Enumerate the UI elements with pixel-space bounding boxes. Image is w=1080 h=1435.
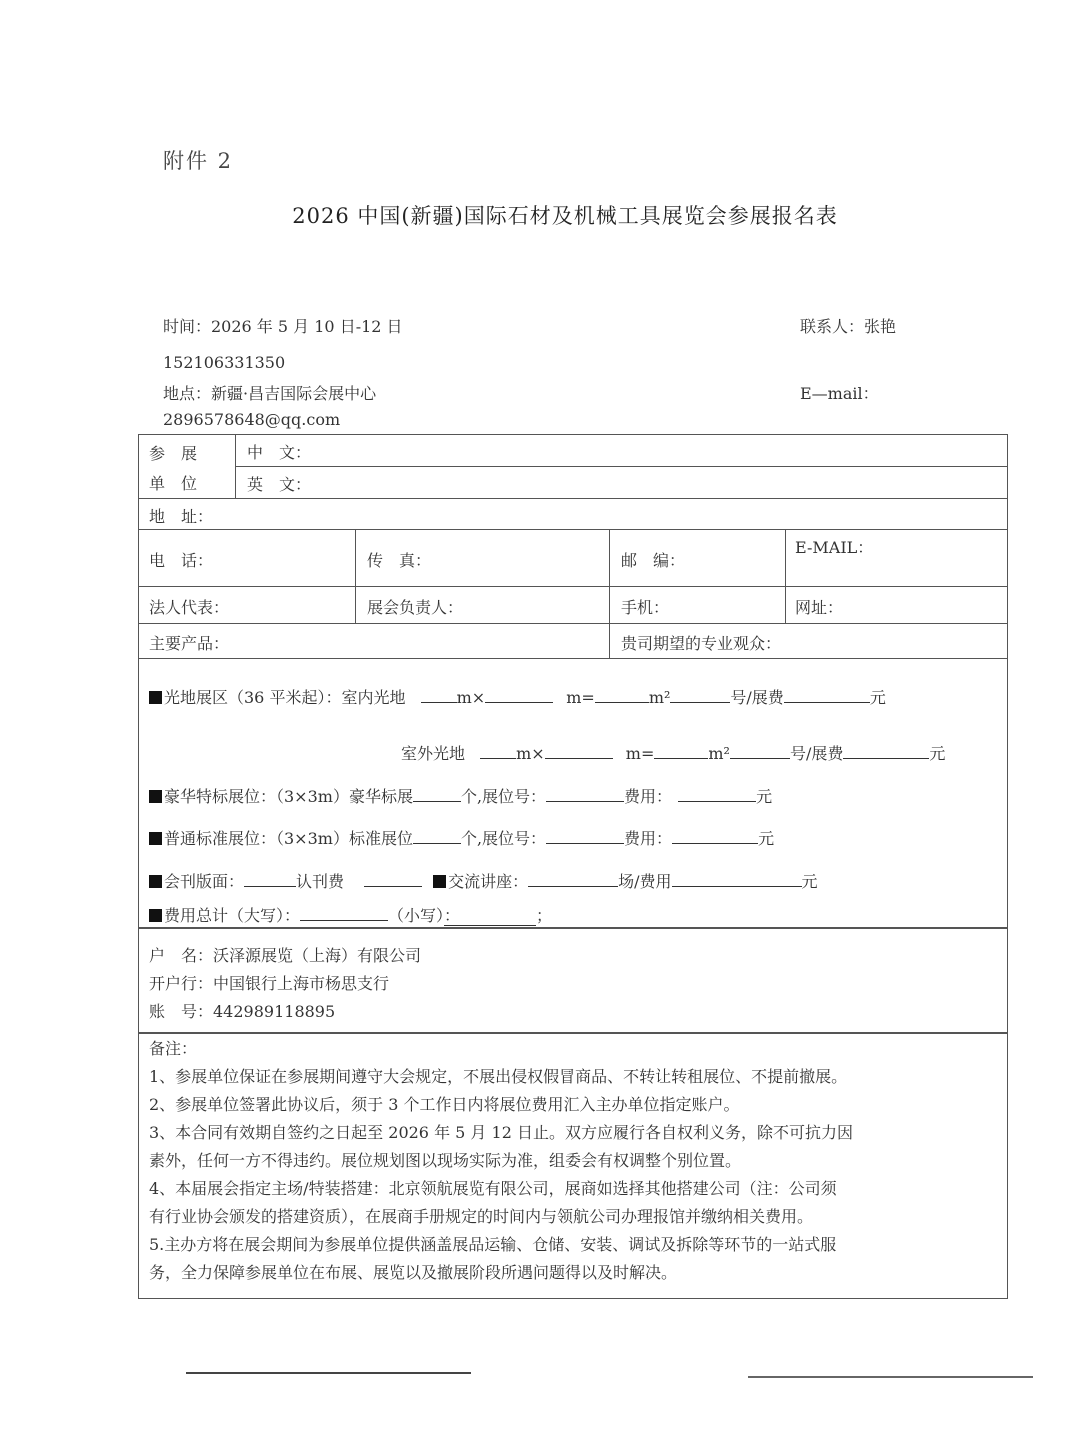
main-products-field[interactable]: 主要产品： — [149, 634, 230, 653]
journal-page-input[interactable] — [244, 872, 296, 887]
fax-field[interactable]: 传 真： — [367, 551, 432, 570]
website-field[interactable]: 网址： — [795, 598, 844, 617]
exhibitor-label: 参 展 — [149, 444, 198, 463]
luxury-booth-no-input[interactable] — [546, 787, 624, 802]
email-field[interactable]: E-MAIL： — [795, 538, 874, 557]
checkbox-square-icon[interactable] — [433, 875, 446, 888]
journal-seminar-row: 会刊版面： 认刊费 交流讲座： 场/费用 元 — [149, 869, 818, 892]
note-line: 1、参展单位保证在参展期间遵守大会规定，不展出侵权假冒商品、不转让转租展位、不提前撤展。 — [149, 1067, 848, 1086]
email-label: E—mail： — [800, 384, 879, 403]
indoor-area-input[interactable] — [595, 688, 649, 703]
note-line: 素外，任何一方不得违约。展位规划图以现场实际为准，组委会有权调整个别位置。 — [149, 1151, 742, 1170]
standard-fee-input[interactable] — [672, 829, 758, 844]
journal-fee-input[interactable] — [364, 872, 422, 887]
contact-phone: 152106331350 — [163, 353, 286, 372]
contact-person: 联系人：张艳 — [800, 317, 897, 336]
exhibit-manager-field[interactable]: 展会负责人： — [367, 598, 464, 617]
signature-line-left[interactable] — [186, 1372, 471, 1374]
exhibitor-label-2: 单 位 — [149, 474, 198, 493]
checkbox-square-icon[interactable] — [149, 909, 162, 922]
event-location: 地点：新疆·昌吉国际会展中心 — [163, 384, 377, 403]
note-line: 务，全力保障参展单位在布展、展览以及撤展阶段所遇问题得以及时解决。 — [149, 1263, 678, 1282]
address-field[interactable]: 地 址： — [149, 507, 214, 526]
outdoor-length-input[interactable] — [480, 744, 516, 759]
mobile-field[interactable]: 手机： — [621, 598, 670, 617]
chinese-name-field[interactable]: 中 文： — [247, 443, 312, 462]
seminar-count-input[interactable] — [528, 872, 618, 887]
checkbox-square-icon[interactable] — [149, 832, 162, 845]
signature-line-right[interactable] — [748, 1376, 1033, 1378]
notes-section — [149, 1035, 853, 1287]
legal-rep-field[interactable]: 法人代表： — [149, 598, 230, 617]
registration-form-table — [138, 434, 1008, 1299]
checkbox-square-icon[interactable] — [149, 875, 162, 888]
annex-label: 附件 2 — [163, 149, 234, 173]
notes-heading: 备注： — [149, 1039, 198, 1058]
checkbox-square-icon[interactable] — [149, 790, 162, 803]
outdoor-area-input[interactable] — [654, 744, 708, 759]
note-line: 2、参展单位签署此协议后，须于 3 个工作日内将展位费用汇入主办单位指定账户。 — [149, 1095, 740, 1114]
indoor-length-input[interactable] — [421, 688, 457, 703]
standard-booth-no-input[interactable] — [546, 829, 624, 844]
seminar-fee-input[interactable] — [672, 872, 802, 887]
luxury-booth-row: 豪华特标展位：（3×3m）豪华标展 个,展位号： 费用： 元 — [149, 784, 772, 807]
note-line: 5.主办方将在展会期间为参展单位提供涵盖展品运输、仓储、安装、调试及拆除等环节的一站式服 — [149, 1235, 837, 1254]
contact-email: 2896578648@qq.com — [163, 410, 341, 429]
raw-space-indoor-row: 光地展区（36 平米起）：室内光地 m× m= m² 号/展费 元 — [149, 685, 886, 708]
luxury-count-input[interactable] — [413, 787, 461, 802]
bank-name: 开户行：中国银行上海市杨思支行 — [149, 974, 390, 993]
note-line: 4、本届展会指定主场/特装搭建：北京领航展览有限公司，展商如选择其他搭建公司（注：公司须 — [149, 1179, 837, 1198]
note-line: 有行业协会颁发的搭建资质），在展商手册规定的时间内与领航公司办理报馆并缴纳相关费用。 — [149, 1207, 814, 1226]
total-fee-row: 费用总计（大写）： （小写）： ； — [149, 903, 552, 926]
event-time: 时间：2026 年 5 月 10 日-12 日 — [163, 317, 403, 336]
outdoor-width-input[interactable] — [545, 744, 613, 759]
indoor-fee-input[interactable] — [784, 688, 870, 703]
checkbox-square-icon[interactable] — [149, 691, 162, 704]
page-title: 2026 中国(新疆)国际石材及机械工具展览会参展报名表 — [292, 204, 838, 228]
standard-booth-row: 普通标准展位：（3×3m）标准展位 个,展位号： 费用： 元 — [149, 826, 774, 849]
account-name: 户 名：沃泽源展览（上海）有限公司 — [149, 946, 422, 965]
account-number: 账 号：442989118895 — [149, 1002, 336, 1021]
outdoor-booth-no-input[interactable] — [730, 744, 790, 759]
raw-space-outdoor-row: 室外光地 m× m= m² 号/展费 元 — [401, 744, 946, 763]
total-upper-input[interactable] — [300, 906, 388, 921]
indoor-booth-no-input[interactable] — [670, 688, 730, 703]
indoor-width-input[interactable] — [485, 688, 553, 703]
outdoor-fee-input[interactable] — [843, 744, 929, 759]
note-line: 3、本合同有效期自签约之日起至 2026 年 5 月 12 日止。双方应履行各自权利义务，除不可抗力因 — [149, 1123, 853, 1142]
luxury-fee-input[interactable] — [678, 787, 756, 802]
telephone-field[interactable]: 电 话： — [149, 551, 214, 570]
target-audience-field[interactable]: 贵司期望的专业观众： — [621, 634, 782, 653]
standard-count-input[interactable] — [413, 829, 461, 844]
english-name-field[interactable]: 英 文： — [247, 475, 312, 494]
total-lower-input[interactable]: ： — [444, 906, 536, 926]
postcode-field[interactable]: 邮 编： — [621, 551, 686, 570]
